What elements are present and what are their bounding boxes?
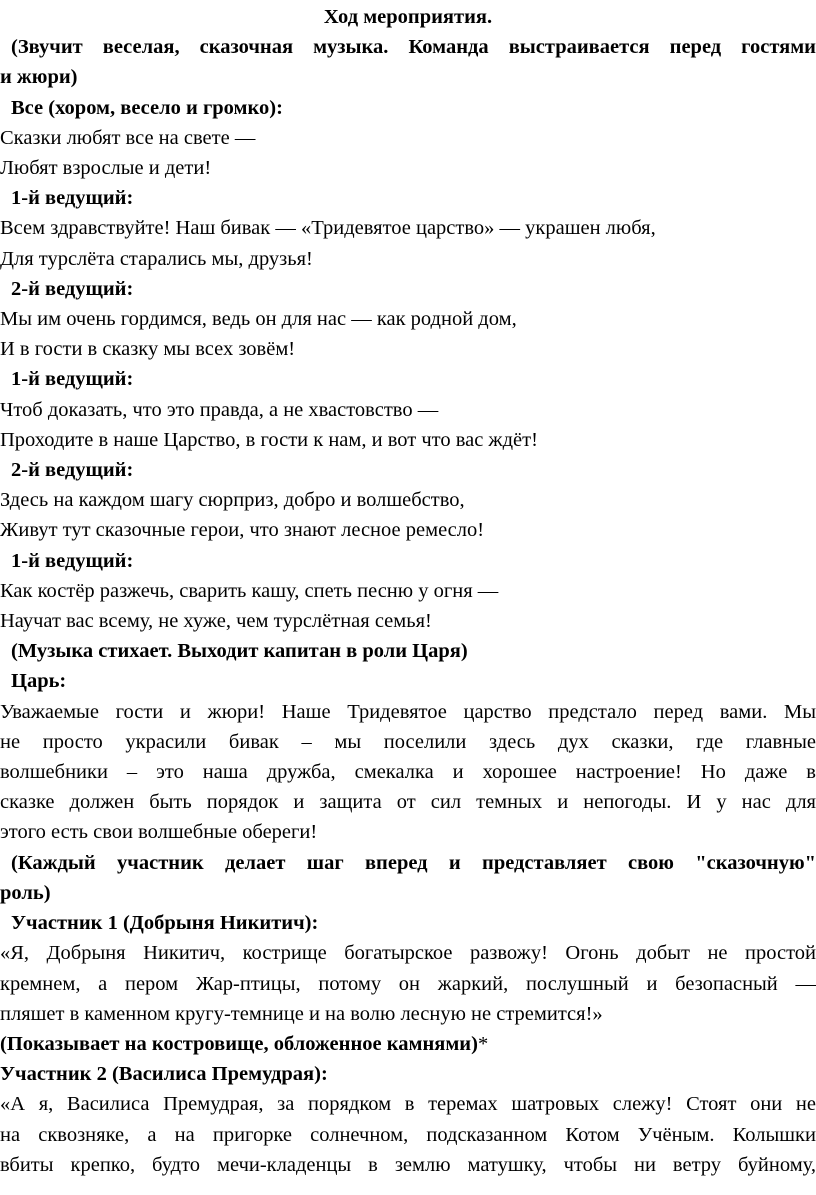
- dialogue-line: волшебники – это наша дружба, смекалка и хорошее настроение! Но даже в: [0, 761, 816, 784]
- stage-direction-line: Участник 2 (Василиса Премудрая):: [0, 1063, 328, 1086]
- speaker-label: Все (хором, весело и громко):: [11, 96, 283, 119]
- dialogue-line: Для турслёта старались мы, друзья!: [0, 247, 313, 270]
- dialogue-line: «А я, Василиса Премудрая, за порядком в теремах шатровых слежу! Стоят они не: [0, 1093, 816, 1116]
- speaker-label: 2-й ведущий:: [11, 277, 134, 300]
- dialogue-line: Всем здравствуйте! Наш бивак — «Тридевятое царство» — украшен любя,: [0, 217, 656, 240]
- stage-direction-line: и жюри): [0, 66, 78, 89]
- dialogue-line: Научат вас всему, не хуже, чем турслётная семья!: [0, 610, 432, 633]
- speaker-label: (Музыка стихает. Выходит капитан в роли Царя): [11, 640, 468, 663]
- dialogue-line: Чтоб доказать, что это правда, а не хвастовство —: [0, 398, 439, 421]
- dialogue-line: Проходите в наше Царство, в гости к нам, и вот что вас ждёт!: [0, 428, 538, 451]
- dialogue-line: вбиты крепко, будто мечи-кладенцы в землю матушку, чтобы ни ветру буйному,: [0, 1153, 816, 1176]
- speaker-label: 1-й ведущий:: [11, 549, 134, 572]
- footnote-mark: *: [477, 1032, 489, 1055]
- dialogue-line: Сказки любят все на свете —: [0, 126, 256, 149]
- dialogue-line: не просто украсили бивак – мы поселили здесь дух сказки, где главные: [0, 730, 816, 753]
- speaker-label: Участник 1 (Добрыня Никитич):: [11, 912, 319, 935]
- speaker-label: Царь:: [11, 670, 67, 693]
- dialogue-line: кремнем, а пером Жар-птицы, потому он жаркий, послушный и безопасный —: [0, 972, 816, 995]
- dialogue-line: Любят взрослые и дети!: [0, 157, 212, 180]
- dialogue-line: на сквозняке, а на пригорке солнечном, подсказанном Котом Учёным. Колышки: [0, 1123, 816, 1146]
- dialogue-line: Как костёр разжечь, сварить кашу, спеть песню у огня —: [0, 579, 499, 602]
- stage-direction-text: (Показывает на костровище, обложенное камнями): [0, 1032, 478, 1055]
- speaker-label: 1-й ведущий:: [11, 368, 134, 391]
- speaker-label: 2-й ведущий:: [11, 459, 134, 482]
- dialogue-line: Уважаемые гости и жюри! Наше Тридевятое царство предстало перед вами. Мы: [0, 700, 816, 723]
- speaker-label: 1-й ведущий:: [11, 187, 134, 210]
- stage-direction-line: роль): [0, 881, 51, 904]
- dialogue-line: пляшет в каменном кругу-темнице и на волю лесную не стремится!»: [0, 1002, 603, 1025]
- dialogue-line: Здесь на каждом шагу сюрприз, добро и волшебство,: [0, 489, 465, 512]
- stage-direction-line: (Звучит веселая, сказочная музыка. Команда выстраивается перед гостями: [11, 36, 816, 59]
- dialogue-line: Мы им очень гордимся, ведь он для нас — как родной дом,: [0, 308, 517, 331]
- dialogue-line: Живут тут сказочные герои, что знают лесное ремесло!: [0, 519, 485, 542]
- page-title: Ход мероприятия.: [323, 6, 493, 28]
- dialogue-line: этого есть свои волшебные обереги!: [0, 821, 318, 844]
- dialogue-line: И в гости в сказку мы всех зовём!: [0, 338, 296, 361]
- document-body: [0, 32, 816, 1180]
- stage-direction-line: (Каждый участник делает шаг вперед и представляет свою "сказочную": [11, 851, 816, 874]
- dialogue-line: «Я, Добрыня Никитич, кострище богатырское развожу! Огонь добыт не простой: [0, 942, 816, 965]
- dialogue-line: сказке должен быть порядок и защита от сил темных и непогоды. И у нас для: [0, 791, 816, 814]
- stage-direction-line: [0, 1029, 816, 1059]
